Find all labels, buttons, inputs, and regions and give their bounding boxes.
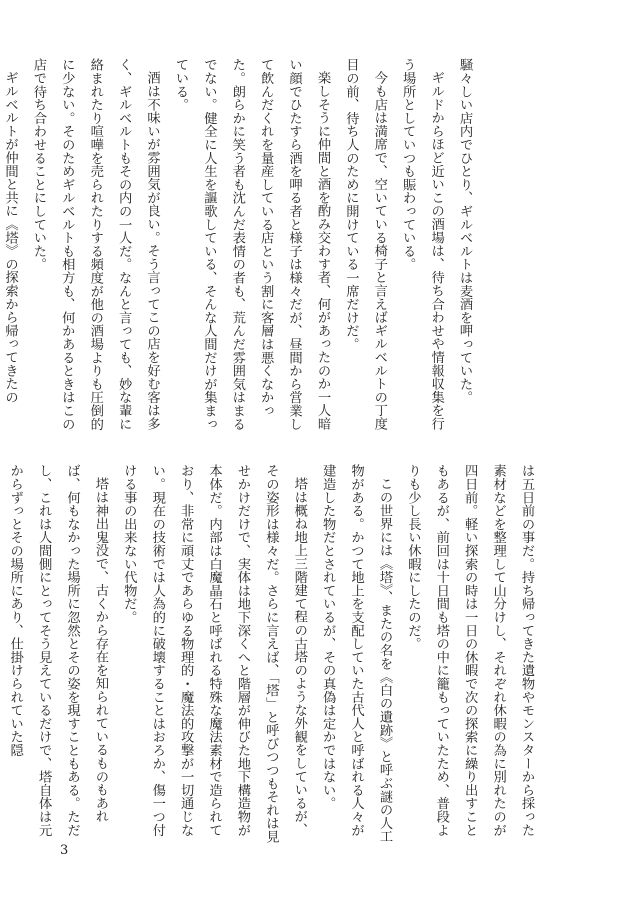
text-block-top — [2, 58, 478, 443]
paragraph: 塔は神出鬼没で、古くから存在を知られているものもあれば、何もなかった場所に忽然とその姿を現すこともある。ただし、これは人間側にとってそう見えているだけで、塔自体は元からずっとその場所にあり、仕掛けられていた隠 — [7, 464, 108, 837]
paragraph: 楽しそうに仲間と酒を酌み交わす者、何があったのか一人暗い顔でひたすら酒を呷る者と様子は様々だが、昼間から営業して飲んだくれを量産している店という割に客層は悪くなかった。朗らかに笑う者も沈んだ表情の者も、荒んだ雰囲気はまるでない。健全に人生を謳歌している、そんな人間だけが集まっている。 — [172, 58, 330, 431]
paragraph: 塔は概ね地上三階建て程の古塔のような外観をしているが、その姿形は様々だ。さらに言えば、「塔」と呼びつつもそれは見せかけだけで、実体は地下深くへと階層が伸びた地下構造物が本体だ。内部は白魔晶石と呼ばれる特殊な魔法素材で造られており、非常に頑丈であらゆる物理的・魔法的攻撃が一切通じない。現在の技術では人為的に破壊することはおろか、傷一つ付ける事の出来ない代物だ。 — [121, 464, 307, 844]
paragraph: 今も店は満席で、空いている椅子と言えばギルベルトの丁度目の前、待ち人のために開けている一席だけだ。 — [343, 58, 387, 431]
paragraph: は五日前の事だ。持ち帰ってきた遺物やモンスターから採った素材などを整理して山分けし、それぞれ休暇の為に別れたのが四日前。軽い探索の時は一日の休暇で次の探索に繰り出すこともあるが、前回は十日間も塔の中に籠もっていたため、普段よりも少し長い休暇にしたのだ。 — [405, 464, 534, 837]
paragraph: この世界には《塔》、またの名を《白の遺跡》と呼ぶ謎の人工物がある。かつて地上を支配していた古代人と呼ばれる人々が建造した物だとされているが、その真偽は定かではない。 — [320, 464, 392, 844]
paragraph: 酒は不味いが雰囲気が良い。そう言ってこの店を好む客は多く、ギルベルトもその内の一人だ。なんと言っても、妙な輩に絡まれたり喧嘩を売られたりする頻度が他の酒場よりも圧倒的に少ない。そのためギルベルトも相方も、何かあるときはこの店で待ち合わせることにしていた。 — [30, 58, 160, 431]
paragraph: ギルベルトが仲間と共に《塔》の探索から帰ってきたの — [2, 71, 18, 404]
paragraph: 騒々しい店内でひとり、ギルベルトは麦酒を呷っていた。 — [457, 58, 472, 404]
text-block-bottom — [7, 464, 540, 849]
page-number: 3 — [60, 843, 69, 858]
paragraph: ギルドからほど近いこの酒場は、待ち合わせや情報収集を行う場所としていつも賑わっている。 — [400, 58, 444, 431]
